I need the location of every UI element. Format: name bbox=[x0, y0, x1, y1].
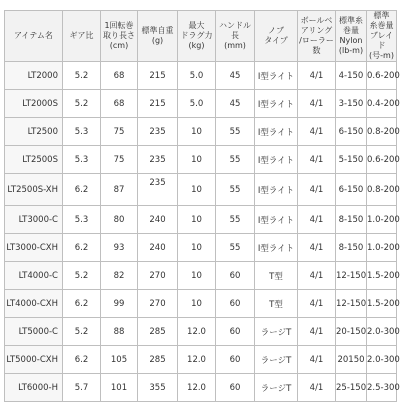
item-name-cell: LT2500 bbox=[5, 118, 63, 146]
table-cell: 68 bbox=[101, 90, 138, 118]
spec-table bbox=[4, 10, 400, 402]
spec-table-container bbox=[4, 10, 400, 402]
table-cell: 5.3 bbox=[63, 206, 101, 234]
table-cell: 5.3 bbox=[63, 146, 101, 174]
table-cell: 55 bbox=[216, 174, 255, 206]
table-cell: I型ライト bbox=[255, 234, 298, 262]
item-name-cell: LT4000-CXH bbox=[5, 290, 63, 318]
table-cell: 270 bbox=[138, 290, 178, 318]
table-row bbox=[5, 206, 397, 234]
column-header-line: 数 bbox=[312, 46, 321, 55]
table-cell: T型 bbox=[255, 262, 298, 290]
table-cell: 10 bbox=[178, 290, 216, 318]
table-cell: 8-150 bbox=[336, 234, 367, 262]
table-cell: 4/1 bbox=[298, 290, 336, 318]
column-header bbox=[336, 11, 367, 62]
table-cell: I型ライト bbox=[255, 146, 298, 174]
column-header-line: (g) bbox=[151, 36, 164, 45]
table-cell: 75 bbox=[101, 146, 138, 174]
table-cell: 4/1 bbox=[298, 90, 336, 118]
column-header-line: 標準糸 bbox=[339, 16, 363, 25]
table-cell: 0.8-200 bbox=[367, 118, 397, 146]
table-cell: 240 bbox=[138, 234, 178, 262]
column-header bbox=[138, 11, 178, 62]
table-row bbox=[5, 262, 397, 290]
table-cell: 10 bbox=[178, 174, 216, 206]
table-cell: 55 bbox=[216, 118, 255, 146]
column-header-line: ノブ bbox=[268, 26, 284, 35]
table-cell: 0.6-200 bbox=[367, 146, 397, 174]
table-cell: ラージT bbox=[255, 374, 298, 402]
table-cell: 285 bbox=[138, 346, 178, 374]
table-cell: 55 bbox=[216, 146, 255, 174]
table-cell: 2.0-300 bbox=[367, 318, 397, 346]
column-header-line: 巻量 bbox=[343, 26, 359, 35]
table-cell: 68 bbox=[101, 62, 138, 90]
table-cell: 4/1 bbox=[298, 206, 336, 234]
table-cell: 6-150 bbox=[336, 174, 367, 206]
column-header bbox=[178, 11, 216, 62]
table-cell: 4/1 bbox=[298, 118, 336, 146]
table-cell: 82 bbox=[101, 262, 138, 290]
item-name-cell: LT6000-H bbox=[5, 374, 63, 402]
table-cell: 20150 bbox=[336, 346, 367, 374]
table-cell: 3-150 bbox=[336, 90, 367, 118]
table-cell: 87 bbox=[101, 174, 138, 206]
table-cell: 5.2 bbox=[63, 90, 101, 118]
table-cell: 235 bbox=[138, 146, 178, 174]
item-name-cell: LT3000-C bbox=[5, 206, 63, 234]
table-row bbox=[5, 174, 397, 206]
column-header-line: (mm) bbox=[224, 41, 246, 50]
table-cell: 4/1 bbox=[298, 318, 336, 346]
table-cell: 4/1 bbox=[298, 146, 336, 174]
item-name-cell: LT2000 bbox=[5, 62, 63, 90]
table-cell: 6.2 bbox=[63, 290, 101, 318]
table-cell: 235 bbox=[138, 118, 178, 146]
table-cell: ラージT bbox=[255, 318, 298, 346]
table-row bbox=[5, 374, 397, 402]
table-cell: 6.2 bbox=[63, 346, 101, 374]
table-cell: 6.2 bbox=[63, 234, 101, 262]
table-row bbox=[5, 90, 397, 118]
table-cell: 6-150 bbox=[336, 118, 367, 146]
table-cell: 12-150 bbox=[336, 262, 367, 290]
table-cell: 88 bbox=[101, 318, 138, 346]
item-name-cell: LT4000-C bbox=[5, 262, 63, 290]
column-header-line: 最大 bbox=[188, 21, 205, 30]
table-cell: 10 bbox=[178, 206, 216, 234]
table-cell: 60 bbox=[216, 262, 255, 290]
column-header-line: Nylon bbox=[339, 36, 363, 45]
table-row bbox=[5, 290, 397, 318]
table-cell: I型ライト bbox=[255, 118, 298, 146]
table-row bbox=[5, 118, 397, 146]
table-row bbox=[5, 318, 397, 346]
item-name-cell: LT5000-C bbox=[5, 318, 63, 346]
column-header-line: ボールベ bbox=[300, 16, 333, 25]
table-cell: 10 bbox=[178, 234, 216, 262]
column-header bbox=[298, 11, 336, 62]
table-cell: 215 bbox=[138, 90, 178, 118]
table-cell: 45 bbox=[216, 62, 255, 90]
item-name-cell: LT2500S-XH bbox=[5, 174, 63, 206]
table-cell: I型ライト bbox=[255, 206, 298, 234]
table-cell: 5.7 bbox=[63, 374, 101, 402]
table-cell: 60 bbox=[216, 346, 255, 374]
table-cell: 1.0-200 bbox=[367, 234, 397, 262]
item-name-cell: LT2500S bbox=[5, 146, 63, 174]
table-cell: 5.0 bbox=[178, 62, 216, 90]
table-cell: 93 bbox=[101, 234, 138, 262]
item-name-cell: LT5000-CXH bbox=[5, 346, 63, 374]
table-cell: 10 bbox=[178, 262, 216, 290]
table-cell: 4/1 bbox=[298, 374, 336, 402]
table-row bbox=[5, 146, 397, 174]
column-header-line: ドラグ力 bbox=[180, 31, 213, 40]
column-header-line: (lb-m) bbox=[338, 46, 364, 55]
table-cell: I型ライト bbox=[255, 90, 298, 118]
table-cell: 0.6-200 bbox=[367, 62, 397, 90]
column-header bbox=[216, 11, 255, 62]
table-cell: 2.5-300 bbox=[367, 374, 397, 402]
table-cell: T型 bbox=[255, 290, 298, 318]
table-cell: 235 bbox=[138, 174, 178, 206]
table-cell: 5.2 bbox=[63, 318, 101, 346]
table-cell: 12.0 bbox=[178, 346, 216, 374]
table-cell: ラージT bbox=[255, 346, 298, 374]
column-header bbox=[5, 11, 63, 62]
table-cell: 12-150 bbox=[336, 290, 367, 318]
table-cell: 4/1 bbox=[298, 234, 336, 262]
header-row bbox=[5, 11, 397, 62]
table-row bbox=[5, 346, 397, 374]
table-cell: 8-150 bbox=[336, 206, 367, 234]
table-cell: 60 bbox=[216, 374, 255, 402]
table-cell: 10 bbox=[178, 118, 216, 146]
column-header-line: (kg) bbox=[188, 41, 205, 50]
column-header-line: ハンドル長 bbox=[219, 21, 251, 40]
column-header bbox=[63, 11, 101, 62]
column-header-line: 標準自重 bbox=[141, 26, 174, 35]
table-row bbox=[5, 62, 397, 90]
column-header-line: 取り長さ bbox=[103, 31, 135, 40]
table-cell: 1.5-200 bbox=[367, 290, 397, 318]
table-cell: 4/1 bbox=[298, 62, 336, 90]
table-cell: 60 bbox=[216, 318, 255, 346]
column-header-line: タイプ bbox=[264, 36, 288, 45]
table-cell: 5.2 bbox=[63, 62, 101, 90]
column-header-line: アイテム名 bbox=[14, 31, 53, 40]
table-cell: 1.5-200 bbox=[367, 262, 397, 290]
column-header-line: 標準 bbox=[373, 11, 390, 20]
table-cell: 105 bbox=[101, 346, 138, 374]
table-cell: 12.0 bbox=[178, 318, 216, 346]
item-name-cell: LT3000-CXH bbox=[5, 234, 63, 262]
table-row bbox=[5, 234, 397, 262]
table-cell: 2.0-300 bbox=[367, 346, 397, 374]
table-cell: 10 bbox=[178, 146, 216, 174]
column-header-line: ギア比 bbox=[69, 31, 94, 40]
table-cell: 80 bbox=[101, 206, 138, 234]
table-cell: 20-150 bbox=[336, 318, 367, 346]
column-header bbox=[255, 11, 298, 62]
column-header-line: (cm) bbox=[109, 41, 129, 50]
table-cell: I型ライト bbox=[255, 174, 298, 206]
column-header-line: 1回転巻 bbox=[104, 21, 134, 30]
table-cell: 4/1 bbox=[298, 346, 336, 374]
column-header-line: アリング bbox=[300, 26, 333, 35]
table-cell: 25-150 bbox=[336, 374, 367, 402]
table-cell: 99 bbox=[101, 290, 138, 318]
table-cell: 240 bbox=[138, 206, 178, 234]
table-cell: 285 bbox=[138, 318, 178, 346]
column-header-line: 糸巻量 bbox=[369, 21, 394, 30]
table-cell: 5.2 bbox=[63, 262, 101, 290]
table-cell: 45 bbox=[216, 90, 255, 118]
table-cell: 0.4-200 bbox=[367, 90, 397, 118]
table-cell: I型ライト bbox=[255, 62, 298, 90]
column-header bbox=[367, 11, 397, 62]
table-cell: 5.0 bbox=[178, 90, 216, 118]
column-header-line: /ローラー bbox=[299, 36, 334, 45]
table-cell: 75 bbox=[101, 118, 138, 146]
table-cell: 1.0-200 bbox=[367, 206, 397, 234]
table-cell: 55 bbox=[216, 206, 255, 234]
table-cell: 270 bbox=[138, 262, 178, 290]
table-cell: 60 bbox=[216, 290, 255, 318]
table-cell: 215 bbox=[138, 62, 178, 90]
column-header-line: (号-m) bbox=[369, 51, 394, 60]
table-body bbox=[5, 62, 400, 402]
item-name-cell: LT2000S bbox=[5, 90, 63, 118]
table-cell: 4-150 bbox=[336, 62, 367, 90]
table-header bbox=[5, 11, 397, 62]
table-cell: 355 bbox=[138, 374, 178, 402]
table-cell: 6.2 bbox=[63, 174, 101, 206]
table-cell: 4/1 bbox=[298, 174, 336, 206]
table-cell: 0.8-200 bbox=[367, 174, 397, 206]
table-cell: 55 bbox=[216, 234, 255, 262]
table-cell: 12.0 bbox=[178, 374, 216, 402]
table-cell: 4/1 bbox=[298, 262, 336, 290]
table-cell: 5-150 bbox=[336, 146, 367, 174]
table-cell: 101 bbox=[101, 374, 138, 402]
column-header bbox=[101, 11, 138, 62]
table-cell: 5.3 bbox=[63, 118, 101, 146]
column-header-line: ブレイド bbox=[369, 31, 394, 50]
